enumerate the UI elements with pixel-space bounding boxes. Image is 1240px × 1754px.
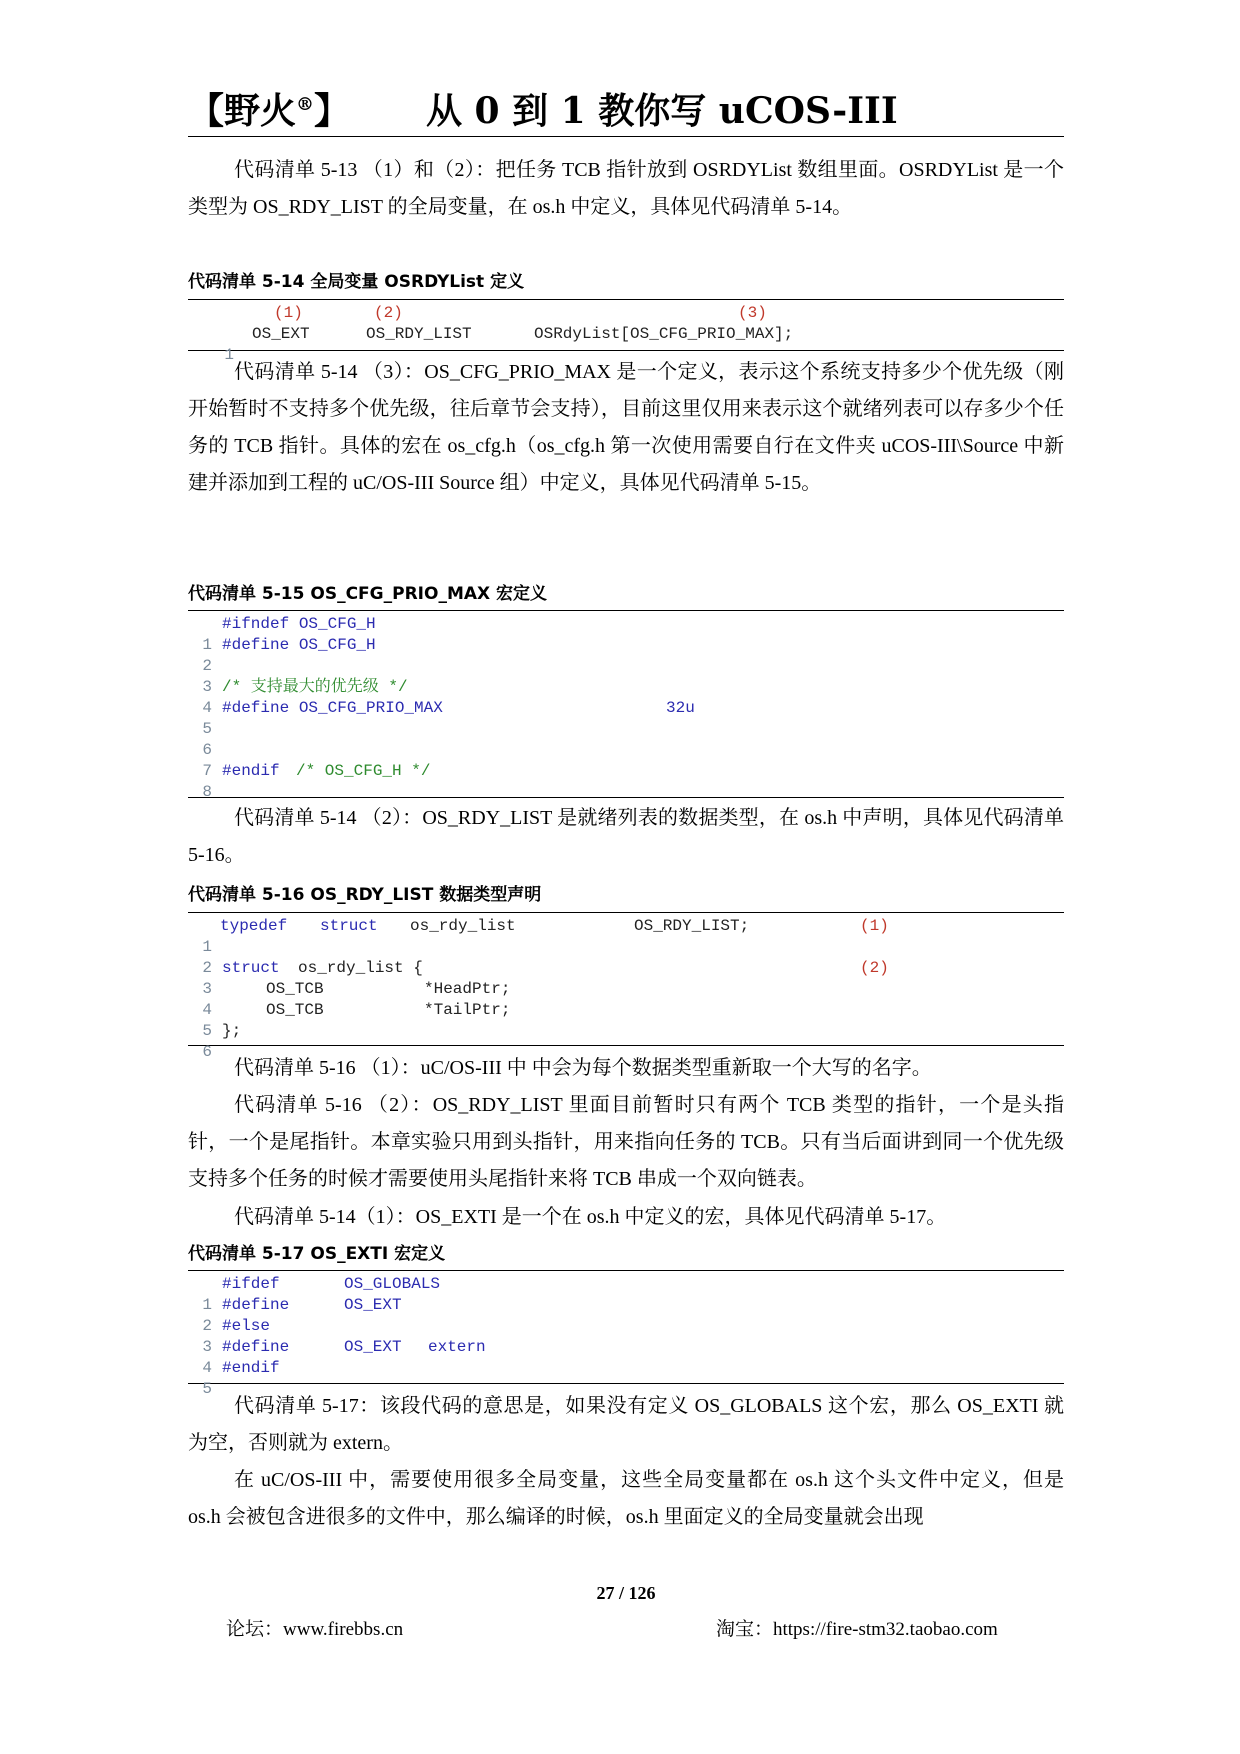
line-number: 4 xyxy=(202,1001,212,1019)
code-listing-5-17 xyxy=(188,1270,1064,1398)
code-token: *HeadPtr; xyxy=(424,980,511,998)
line-number: 4 xyxy=(202,1359,212,1377)
paragraph-3: 代码清单 5-14 （2）：OS_RDY_LIST 是就绪列表的数据类型，在 os.h 中声明，具体见代码清单 5-16。 xyxy=(188,807,1064,866)
paragraph-6: 代码清单 5-14（1）：OS_EXTI 是一个在 os.h 中定义的宏，具体见代码清单 5-17。 xyxy=(234,1206,947,1228)
line-number: 6 xyxy=(202,1043,212,1061)
line-number: 3 xyxy=(202,980,212,998)
code-token: #define xyxy=(222,1296,290,1314)
code-token: #endif xyxy=(222,762,280,780)
code-line xyxy=(188,1000,1064,1040)
code-token: }; xyxy=(222,1022,242,1040)
code-listing-5-15 xyxy=(188,610,1064,801)
code-line xyxy=(188,1021,1064,1061)
code-token: #ifndef OS_CFG_H xyxy=(222,615,376,633)
code-token: os_rdy_list { xyxy=(298,959,423,977)
code-token: #endif xyxy=(222,1359,280,1377)
code-token: #define OS_CFG_H xyxy=(222,636,376,654)
annotation-marker: (2) xyxy=(860,959,889,977)
code-token: #define OS_CFG_PRIO_MAX xyxy=(222,699,443,717)
line-number: 3 xyxy=(202,678,212,696)
line-number: 6 xyxy=(202,741,212,759)
annotation-marker: (1) xyxy=(274,304,303,322)
line-number: 5 xyxy=(202,1022,212,1040)
code-token: OS_EXT xyxy=(344,1296,402,1314)
code-token: OS_TCB xyxy=(266,1001,324,1019)
page-header xyxy=(188,88,1064,137)
page-number: 27 / 126 xyxy=(596,1583,656,1603)
code-token: OS_GLOBALS xyxy=(344,1275,441,1293)
code-token: #else xyxy=(222,1317,271,1335)
code-token: struct xyxy=(320,917,378,935)
code-line xyxy=(188,324,1064,364)
caption-listing-5-16: 代码清单 5-16 OS_RDY_LIST 数据类型声明 xyxy=(188,885,542,905)
code-token: #ifdef xyxy=(222,1275,280,1293)
caption-listing-5-17: 代码清单 5-17 OS_EXTI 宏定义 xyxy=(188,1244,446,1264)
line-number: 7 xyxy=(202,762,212,780)
paragraph-4: 代码清单 5-16 （1）：uC/OS-III 中 中会为每个数据类型重新取一个大写的名字。 xyxy=(234,1057,932,1079)
annotation-marker: (2) xyxy=(374,304,403,322)
code-token: 32u xyxy=(666,699,695,717)
code-token: OSRdyList[OS_CFG_PRIO_MAX]; xyxy=(534,325,794,343)
line-number: 5 xyxy=(202,720,212,738)
line-number: 2 xyxy=(202,1317,212,1335)
paragraph-2: 代码清单 5-14 （3）：OS_CFG_PRIO_MAX 是一个定义，表示这个系统支持多少个优先级（刚开始暂时不支持多个优先级，往后章节会支持），目前这里仅用来表示这个就绪列表可以存多少个任务的 TCB 指针。具体的宏在 os_cfg.h（os_cfg.h 第一次使用需要自行在文件夹 uCOS-III\Source 中新建并添加到工程的 uC/OS-III Source 组）中定义，具体见代码清单 5-15。 xyxy=(188,361,1064,494)
paragraph-8: 在 uC/OS-III 中，需要使用很多全局变量，这些全局变量都在 os.h 这个头文件中定义，但是 os.h 会被包含进很多的文件中，那么编译的时候，os.h 里面定义的全局变量就会出现 xyxy=(188,1469,1064,1528)
code-token: extern xyxy=(428,1338,486,1356)
shop-link[interactable]: 淘宝：https://fire-stm32.taobao.com xyxy=(716,1619,998,1640)
line-number: 2 xyxy=(202,959,212,977)
line-number: 5 xyxy=(202,1380,212,1398)
code-line xyxy=(188,719,1064,759)
code-line xyxy=(188,761,1064,801)
code-token: OS_EXT xyxy=(252,325,310,343)
line-number: 8 xyxy=(202,783,212,801)
code-annotation-line xyxy=(188,303,1064,324)
annotation-marker: (3) xyxy=(738,304,767,322)
forum-link[interactable]: 论坛：www.firebbs.cn xyxy=(226,1619,404,1640)
code-line xyxy=(188,635,1064,675)
line-number: 1 xyxy=(224,346,234,364)
brand-label: 【野火®】 xyxy=(188,90,351,132)
line-number: 1 xyxy=(202,938,212,956)
code-listing-5-16 xyxy=(188,912,1064,1061)
line-number: 4 xyxy=(202,699,212,717)
line-number: 2 xyxy=(202,657,212,675)
code-token: OS_RDY_LIST xyxy=(366,325,472,343)
caption-listing-5-15: 代码清单 5-15 OS_CFG_PRIO_MAX 宏定义 xyxy=(188,584,548,604)
code-token: *TailPtr; xyxy=(424,1001,511,1019)
line-number: 1 xyxy=(202,1296,212,1314)
code-token: struct xyxy=(222,959,280,977)
code-comment: /* 支持最大的优先级 */ xyxy=(222,678,408,696)
annotation-marker: (1) xyxy=(860,917,889,935)
code-token: #define xyxy=(222,1338,290,1356)
code-line xyxy=(188,698,1064,738)
code-line xyxy=(188,1358,1064,1398)
code-token: typedef xyxy=(220,917,288,935)
paragraph-1: 代码清单 5-13 （1）和（2）：把任务 TCB 指针放到 OSRDYList 数组里面。OSRDYList 是一个类型为 OS_RDY_LIST 的全局变量，在 os.h 中定义，具体见代码清单 5-14。 xyxy=(188,159,1064,218)
code-line xyxy=(188,916,1064,956)
code-token: OS_RDY_LIST; xyxy=(634,917,750,935)
caption-listing-5-14: 代码清单 5-14 全局变量 OSRDYList 定义 xyxy=(188,272,525,292)
code-comment: /* OS_CFG_H */ xyxy=(296,762,431,780)
code-token: OS_TCB xyxy=(266,980,324,998)
line-number: 3 xyxy=(202,1338,212,1356)
paragraph-5: 代码清单 5-16 （2）：OS_RDY_LIST 里面目前暂时只有两个 TCB 类型的指针，一个是头指针，一个是尾指针。本章实验只用到头指针，用来指向任务的 TCB。只有当后面讲到同一个优先级支持多个任务的时候才需要使用头尾指针来将 TCB 串成一个双向链表。 xyxy=(188,1094,1064,1190)
code-token: os_rdy_list xyxy=(410,917,516,935)
line-number: 1 xyxy=(202,636,212,654)
paragraph-7: 代码清单 5-17：该段代码的意思是，如果没有定义 OS_GLOBALS 这个宏，那么 OS_EXTI 就为空，否则就为 extern。 xyxy=(188,1395,1064,1454)
book-title: 从 0 到 1 教你写 uCOS-III xyxy=(426,90,898,132)
code-listing-5-14 xyxy=(188,299,1064,364)
code-token: OS_EXT xyxy=(344,1338,402,1356)
